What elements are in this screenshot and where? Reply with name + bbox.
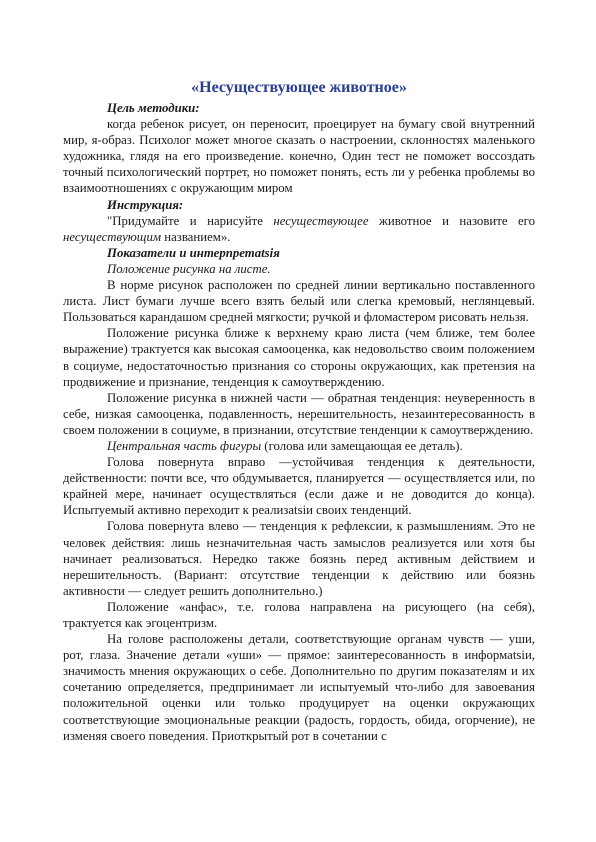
goal-heading: Цель методики: [107,101,200,115]
central-part-text: (голова или замещающая ее деталь). [261,438,463,453]
instruction-text-3: названием». [161,229,231,244]
central-part-emphasis: Центральная часть фигуры [107,438,262,453]
norm-paragraph: В норме рисунок расположен по средней линии вертикально поставленного листа. Лист бумаги лучше всего взять белый или слегка кремовый, неглянцевый. Пользоваться карандашом средней мягкости; ручкой и фломастером рисовать нельзя. [63,278,535,325]
top-position-paragraph: Положение рисунка ближе к верхнему краю листа (чем ближе, тем более выражение) трактуется как высокая самооценка, как недовольство своим положением в социуме, недостаточностью признания со стороны окружающих, как претензия на продвижение и признание, тенденция к самоутверждению. [63,326,535,389]
central-part-paragraph [63,438,535,454]
bottom-position-paragraph: Положение рисунка в нижней части — обратная тенденция: неуверенность в себе, низкая самооценка, подавленность, нерешительность, незаинтересованность в своем положении в социуме, в признании, отсутствие тенденции к самоутверждению. [63,390,535,437]
position-subheading: Положение рисунка на листе. [107,261,271,276]
head-left-paragraph: Голова повернута влево — тенденция к рефлексии, к размышлениям. Это не человек действия: лишь незначительная часть замыслов реализуется или хотя бы начинает реализоваться. Нередко также боязнь перед активным действием и нерешительность. (Вариант: отсутствие тенденции к действию или боязнь активности — следует решить дополнительно.) [63,519,535,598]
head-right-paragraph: Голова повернута вправо —устойчивая тенденция к деятельности, действенности: почти все, что обдумывается, планируется — осуществляется или, по крайней мере, начинает осуществляться (если даже и не доводится до конца). Испытуемый активно переходит к реализatsіи своих тенденций. [63,455,535,518]
instruction-emphasis-1: несуществующее [273,213,369,228]
document-body [63,78,535,744]
instruction-text-1: "Придумайте и нарисуйте [107,213,274,228]
goal-paragraph: когда ребенок рисует, он переносит, проецирует на бумагу свой внутренний мир, я-образ. Психолог может многое сказать о настроении, склонностях маленького художника, глядя на его произведение. конечно, Один тест не поможет воссоздать точный психологический портрет, но поможет понять, есть ли у ребенка проблемы во взаимоотношениях с окружающим миром [63,117,535,196]
page-title: «Несуществующее животное» [191,79,407,96]
instruction-paragraph [63,213,535,245]
anfas-paragraph: Положение «анфас», т.е. голова направлена на рисующего (на себя), трактуется как эгоцентризм. [63,599,535,630]
instruction-heading: Инструкция: [107,197,184,212]
head-details-paragraph: На голове расположены детали, соответствующие органам чувств — уши, рот, глаза. Значение детали «уши» — прямое: заинтересованность в информatsіи, значимость мнения окружающих о себе. Дополнительно по другим показателям и их сочетанию определяется, предпринимает ли испытуемый что-либо для завоевания положительной оценки или только продуцирует на оценки окружающих соответствующие эмоциональные реакции (радость, гордость, обида, огорчение), не изменяя своего поведения. Приоткрытый рот в сочетании с [63,632,535,743]
indicators-heading: Показатели и интерпретatsія [107,245,280,260]
instruction-emphasis-2: несуществующим [63,229,162,244]
instruction-text-2: животное и назовите его [368,213,535,228]
